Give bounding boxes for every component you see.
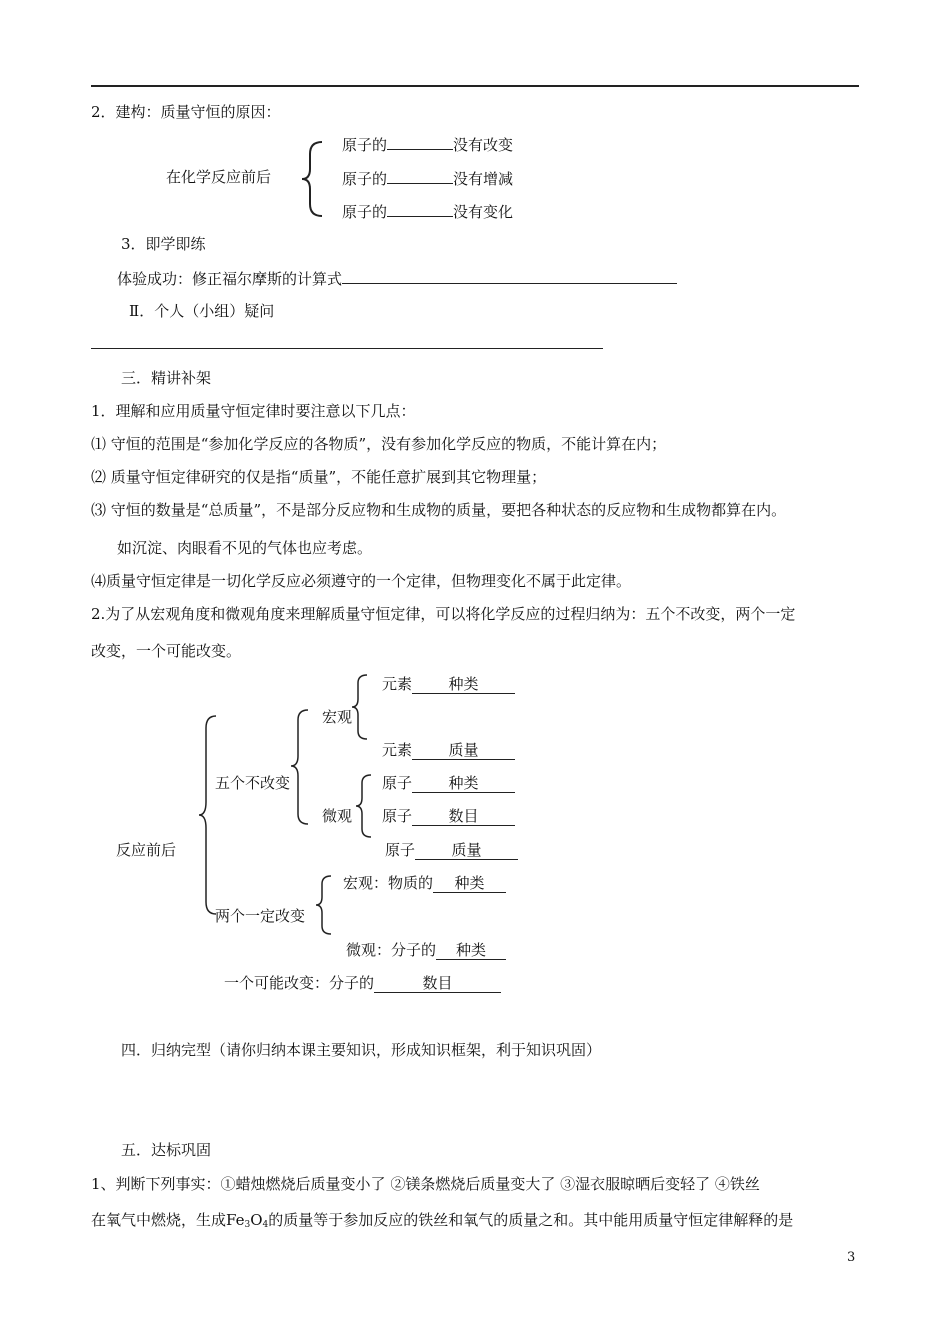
reason-item-2-a: 原子的	[342, 170, 388, 188]
section-3-heading: 3．即学即练	[121, 235, 206, 253]
tree-two-micro	[346, 940, 506, 960]
tree-micro-brace	[355, 773, 375, 839]
tree-micro: 微观	[322, 807, 353, 825]
tree-root-brace	[198, 714, 220, 916]
reason-blank-1[interactable]	[387, 133, 453, 150]
q1-text-post: 的质量等于参加反应的铁丝和氧气的质量之和。其中能用质量守恒定律解释的是	[268, 1211, 794, 1229]
tree-macro-1	[382, 674, 515, 694]
tree-micro-3-b: 质量	[415, 841, 518, 860]
practice-heading: 五．达标巩固	[121, 1141, 212, 1159]
tree-two-macro-b: 种类	[433, 874, 506, 893]
jj-point-1: 1．理解和应用质量守恒定律时要注意以下几点：	[91, 402, 416, 420]
page-number: 3	[847, 1250, 856, 1265]
tree-one-b: 数目	[374, 974, 501, 993]
tree-two-macro	[343, 873, 506, 893]
reason-item-3-a: 原子的	[342, 203, 388, 221]
reason-blank-3[interactable]	[387, 200, 453, 217]
reason-item-2	[342, 167, 513, 189]
q1-text-o: O	[250, 1211, 263, 1229]
jj-point-2a: 2.为了从宏观角度和微观角度来理解质量守恒定律，可以将化学反应的过程归纳为：五个不改变，两个一定	[91, 605, 796, 623]
tree-two-macro-a: 宏观：物质的	[343, 874, 434, 892]
tree-macro-2-b: 质量	[412, 741, 515, 760]
experience-line	[117, 267, 677, 289]
tree-micro-2	[382, 806, 515, 826]
tree-five: 五个不改变	[215, 774, 291, 792]
summary-heading: 四．归纳完型（请你归纳本课主要知识，形成知识框架，利于知识巩固）	[121, 1041, 602, 1059]
tree-two-brace	[315, 874, 335, 936]
jj-heading: 三．精讲补架	[121, 369, 212, 387]
section-2-heading: 2．建构：质量守恒的原因：	[91, 103, 281, 121]
practice-q1-line2	[91, 1210, 793, 1235]
jj-item-3: ⑶ 守恒的数量是“总质量”，不是部分反应物和生成物的质量，要把各种状态的反应物和生成物都算在内。	[91, 501, 787, 519]
top-rule	[91, 85, 859, 87]
tree-two-micro-b: 种类	[436, 941, 506, 960]
tree-micro-2-b: 数目	[412, 807, 515, 826]
tree-five-brace	[290, 708, 312, 826]
experience-blank[interactable]	[342, 267, 677, 284]
q1-text-pre: 在氧气中燃烧，生成Fe	[91, 1211, 245, 1229]
practice-q1-line1: 1、判断下列事实：①蜡烛燃烧后质量变小了 ②镁条燃烧后质量变大了 ③湿衣服晾晒后变轻了 ④铁丝	[91, 1175, 760, 1193]
experience-label: 体验成功：修正福尔摩斯的计算式	[117, 270, 343, 288]
tree-micro-1	[382, 773, 515, 793]
tree-macro-1-a: 元素	[382, 675, 413, 693]
tree-macro-2-a: 元素	[382, 741, 413, 759]
question-answer-line[interactable]	[91, 348, 603, 349]
tree-two: 两个一定改变	[215, 907, 306, 925]
tree-micro-2-a: 原子	[382, 807, 413, 825]
tree-one-a: 一个可能改变：分子的	[224, 974, 375, 992]
jj-item-2: ⑵ 质量守恒定律研究的仅是指“质量”，不能任意扩展到其它物理量；	[91, 468, 547, 486]
q1-sub-4: 4	[262, 1220, 269, 1230]
reason-left-label: 在化学反应前后	[166, 168, 272, 186]
reason-item-3-b: 没有变化	[453, 203, 514, 221]
reason-item-1-a: 原子的	[342, 136, 388, 154]
tree-micro-3	[385, 840, 518, 860]
jj-point-2b: 改变，一个可能改变。	[91, 642, 242, 660]
reason-item-3	[342, 200, 513, 222]
tree-macro: 宏观	[322, 708, 353, 726]
tree-micro-1-a: 原子	[382, 774, 413, 792]
tree-macro-1-b: 种类	[412, 675, 515, 694]
reason-item-1	[342, 133, 513, 155]
tree-root: 反应前后	[116, 841, 177, 859]
tree-macro-brace	[351, 673, 371, 741]
jj-item-4: ⑷质量守恒定律是一切化学反应必须遵守的一个定律，但物理变化不属于此定律。	[91, 572, 632, 590]
tree-one	[224, 973, 501, 993]
reason-item-1-b: 没有改变	[453, 136, 514, 154]
tree-micro-3-a: 原子	[385, 841, 416, 859]
question-heading: Ⅱ．个人（小组）疑问	[129, 302, 275, 320]
jj-item-1: ⑴ 守恒的范围是“参加化学反应的各物质”，没有参加化学反应的物质，不能计算在内；	[91, 435, 667, 453]
tree-two-micro-a: 微观：分子的	[346, 941, 437, 959]
reason-item-2-b: 没有增减	[453, 170, 514, 188]
reason-blank-2[interactable]	[387, 167, 453, 184]
tree-macro-2	[382, 740, 515, 760]
jj-item-3-cont: 如沉淀、肉眼看不见的气体也应考虑。	[117, 539, 373, 557]
reason-brace	[300, 140, 326, 218]
tree-micro-1-b: 种类	[412, 774, 515, 793]
q1-sub-3: 3	[244, 1220, 251, 1230]
